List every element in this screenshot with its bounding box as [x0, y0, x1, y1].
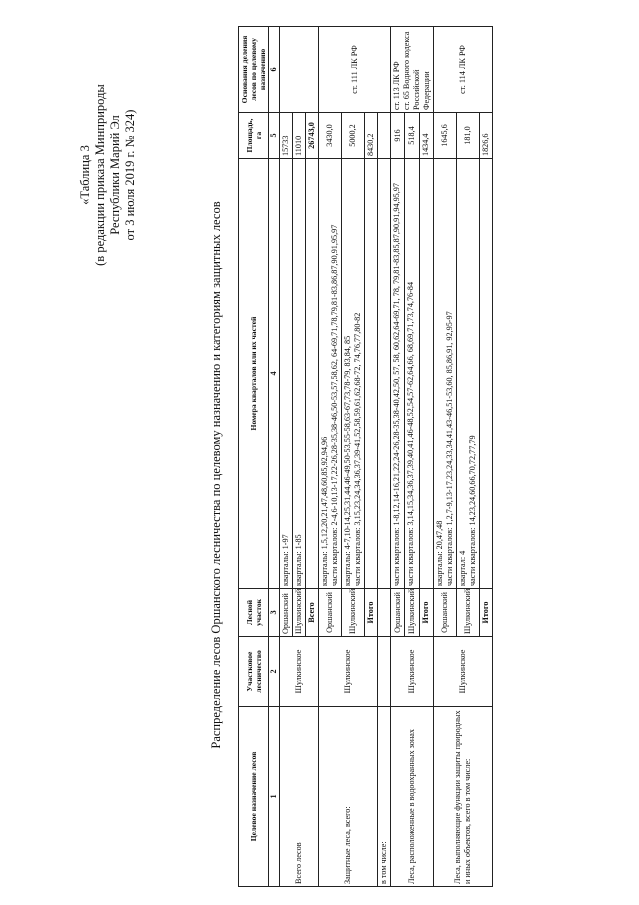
area-cell: 3430,0: [319, 113, 342, 159]
col-header-plot: Лесной участок: [239, 589, 269, 637]
document-title: Распределение лесов Оршанского лесничества по целевому назначению и категориям защитных лесов: [209, 201, 223, 749]
quarters-cell: части кварталов: 1-8,12,14-16,21,22,24-26,28-35,38-40,42,50, 57, 58, 60,62,64-69,71, 78, 79,81-83,85,87,90,91,94,95,97: [391, 159, 405, 589]
district-cell: Шулкинское: [434, 637, 493, 707]
purpose-cell: в том числе:: [378, 707, 391, 887]
area-total: 1826,6: [480, 113, 493, 159]
purpose-cell: Всего лесов: [280, 707, 319, 887]
plot-cell: [378, 589, 391, 637]
purpose-cell: Защитные леса, всего:: [319, 707, 378, 887]
col-header-area: Площадь, га: [239, 113, 269, 159]
area-cell: 5000,2: [342, 113, 365, 159]
plot-cell: Оршанский: [434, 589, 457, 637]
col-number: 6: [269, 27, 280, 113]
district-cell: Шулкинское: [319, 637, 378, 707]
plot-cell: Оршанский: [391, 589, 405, 637]
col-number: 4: [269, 159, 280, 589]
area-cell: [378, 113, 391, 159]
quarters-cell: кварталы: 1-85: [293, 159, 306, 589]
area-total: 26743,0: [306, 113, 319, 159]
area-cell: 1645,6: [434, 113, 457, 159]
plot-cell: Оршанский: [280, 589, 293, 637]
quarters-cell: [378, 159, 391, 589]
forest-distribution-table: [238, 26, 493, 887]
plot-cell: Шулкинский: [342, 589, 365, 637]
area-cell: 11010: [293, 113, 306, 159]
col-number: 3: [269, 589, 280, 637]
quarters-cell: кварталы: 1-97: [280, 159, 293, 589]
purpose-cell: Леса, выполняющие функции защиты природных и иных объектов, всего в том числе:: [434, 707, 493, 887]
plot-total-label: Всего: [306, 589, 319, 637]
area-cell: 916: [391, 113, 405, 159]
header-line-3: Республики Марий Эл: [108, 115, 122, 235]
district-cell: Шулкинское: [391, 637, 434, 707]
quarters-cell: кварталы: 20,47,48 части кварталов: 1,2,7-9,13-17,23,24,33,34,41,43-46,51-53,60, 85,86,91, 92,95-97: [434, 159, 457, 589]
area-cell: 181,0: [457, 113, 480, 159]
table-row: [391, 27, 405, 887]
quarters-cell: части кварталов: 3,14,15,34,36,37,39,40,41,46-48,52,54,57-62,64,66, 68,69,71,73,74,76-84: [405, 159, 419, 589]
header-line-2: (в редакции приказа Минприроды: [93, 84, 107, 266]
area-cell: 15733: [280, 113, 293, 159]
plot-cell: Шулкинский: [457, 589, 480, 637]
col-header-district: Участковое лесничество: [239, 637, 269, 707]
table-caption-header: [78, 45, 138, 305]
col-number: 5: [269, 113, 280, 159]
quarters-cell: [419, 159, 433, 589]
basis-cell: ст. 111 ЛК РФ: [319, 27, 391, 113]
table-row: [434, 27, 457, 887]
quarters-cell: [306, 159, 319, 589]
table-row: [378, 27, 391, 887]
plot-total-label: Итого: [365, 589, 378, 637]
table-row: [319, 27, 342, 887]
plot-total-label: Итого: [480, 589, 493, 637]
quarters-cell: [365, 159, 378, 589]
plot-cell: Шулкинский: [293, 589, 306, 637]
column-number-row: [269, 27, 280, 887]
plot-cell: Шулкинский: [405, 589, 419, 637]
table-header-row: [239, 27, 269, 887]
col-number: 1: [269, 707, 280, 887]
quarters-cell: кварталы: 1,5,12,20,21,47,48,60,85,92,94,96 части кварталов: 2-4,6-10,13-17,22-26,28-35,38-46,50-53,57,58,62, 64-69,71,78,79,81-83,86,87,90,91,95,97: [319, 159, 342, 589]
quarters-cell: кварталы: 4-7,10-14,25,31,44,46-49,50-53,55-58,63-67,73,78-79, 83,84, 85 части кварталов: 3,15,23,24,34,36,37,39-41,52,58,59,61,62,68-72, 74,76,77,80-82: [342, 159, 365, 589]
header-line-1: «Таблица 3: [78, 145, 92, 205]
plot-cell: Оршанский: [319, 589, 342, 637]
basis-cell: ст. 113 ЛК РФ ст. 65 Водного кодекса Российской Федерации: [391, 27, 434, 113]
col-number: 2: [269, 637, 280, 707]
area-total: 8430,2: [365, 113, 378, 159]
header-line-4: от 3 июля 2019 г. № 324): [123, 109, 137, 241]
district-cell: [378, 637, 391, 707]
basis-cell: ст. 114 ЛК РФ: [434, 27, 493, 113]
area-total: 1434,4: [419, 113, 433, 159]
purpose-cell: Леса, расположенные в водоохранных зонах: [391, 707, 434, 887]
district-cell: Шулкинское: [280, 637, 319, 707]
area-cell: 518,4: [405, 113, 419, 159]
plot-total-label: Итого: [419, 589, 433, 637]
col-header-purpose: Целевое назначение лесов: [239, 707, 269, 887]
quarters-cell: [480, 159, 493, 589]
table-row: [280, 27, 293, 887]
quarters-cell: квартал: 4 части кварталов: 14,23,24,60,66,70,72,77,79: [457, 159, 480, 589]
basis-cell: [280, 27, 319, 113]
col-header-basis: Основания деления лесов по целевому назначению: [239, 27, 269, 113]
col-header-quarters: Номера кварталов или их частей: [239, 159, 269, 589]
